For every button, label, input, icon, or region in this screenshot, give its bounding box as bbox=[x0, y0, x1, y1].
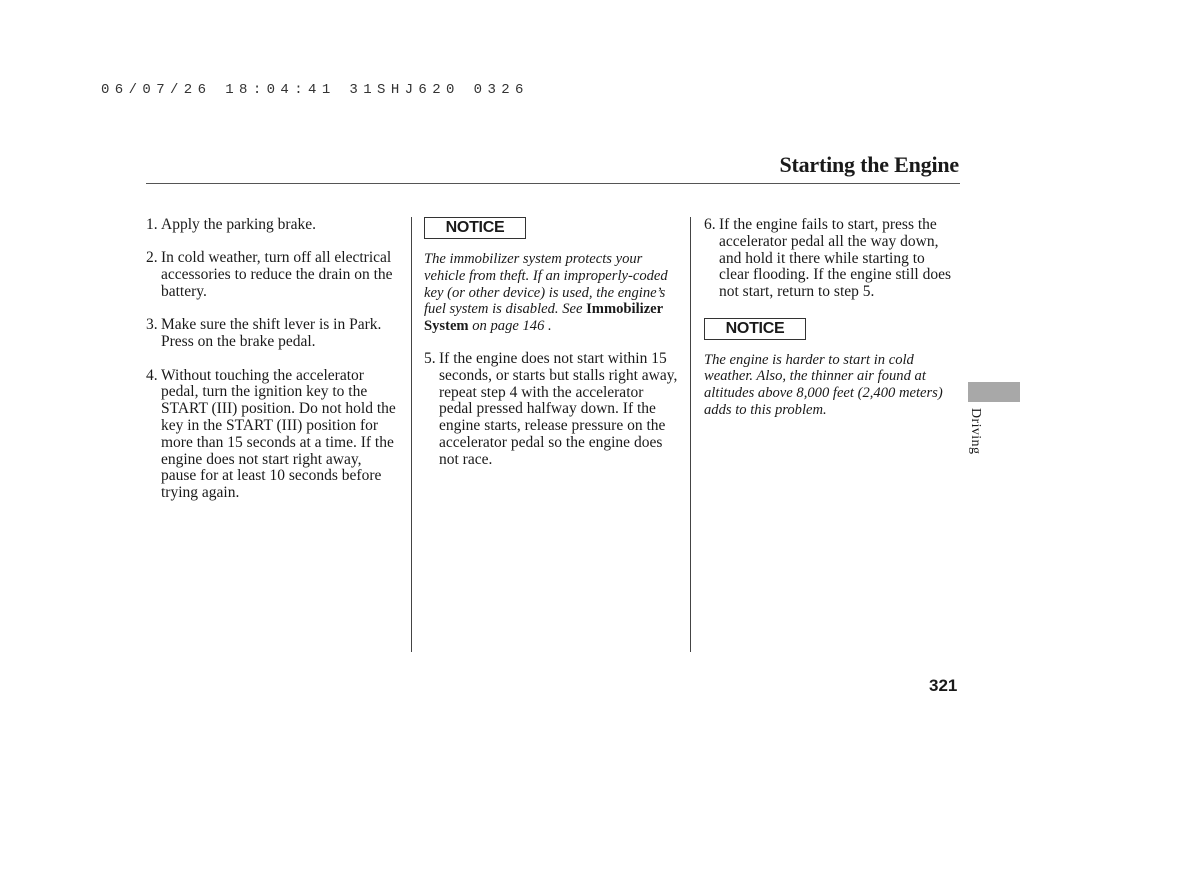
title-rule bbox=[146, 183, 960, 184]
step-4 bbox=[146, 368, 400, 502]
step-text: If the engine does not start within 15 seconds, or starts but stalls right away, repeat step 4 with the accelerator pedal pressed halfway down. If the engine starts, release pressure on the accelerator pedal so the engine does not race. bbox=[439, 349, 678, 468]
notice-text-lead: The immobilizer system protects your vehicle from theft. If an improperly-coded key (or other device) is used, the engine’s fuel system is disabled. See bbox=[424, 251, 668, 318]
step-text: In cold weather, turn off all electrical accessories to reduce the drain on the battery. bbox=[161, 249, 393, 300]
step-number: 6. bbox=[704, 216, 716, 233]
notice-text: The engine is harder to start in cold weather. Also, the thinner air found at altitudes above 8,000 feet (2,400 meters) adds to this problem. bbox=[704, 351, 943, 418]
section-tab bbox=[968, 382, 1020, 402]
column-divider bbox=[690, 217, 691, 652]
notice-text-tail: on page 146 . bbox=[468, 318, 552, 335]
notice-text bbox=[424, 251, 680, 335]
print-stamp: 06/07/26 18:04:41 31SHJ620 0326 bbox=[101, 82, 529, 98]
step-2 bbox=[146, 250, 400, 300]
step-text: Apply the parking brake. bbox=[161, 216, 316, 233]
notice-label: NOTICE bbox=[424, 217, 526, 239]
step-text: Make sure the shift lever is in Park. Press on the brake pedal. bbox=[161, 316, 382, 351]
step-3 bbox=[146, 317, 400, 351]
step-5 bbox=[424, 351, 680, 469]
notice-reference: Immobilizer System bbox=[424, 301, 663, 335]
step-number: 1. bbox=[146, 216, 158, 233]
column-1 bbox=[146, 217, 400, 519]
step-text: Without touching the accelerator pedal, turn the ignition key to the START (III) position. Do not hold the key in the START (III) position for more than 15 seconds at a time. If the engine does not start right away, pause for at least 10 seconds before trying again. bbox=[161, 366, 396, 502]
step-number: 3. bbox=[146, 316, 158, 334]
column-3 bbox=[704, 217, 954, 419]
step-number: 5. bbox=[424, 349, 436, 367]
step-text: If the engine fails to start, press the accelerator pedal all the way down, and hold it there while starting to clear flooding. If the engine still does not start, return to step 5. bbox=[719, 216, 952, 301]
column-2 bbox=[424, 217, 680, 485]
step-6 bbox=[704, 217, 954, 301]
page-number: 321 bbox=[929, 676, 958, 695]
page-title: Starting the Engine bbox=[779, 152, 959, 177]
step-1 bbox=[146, 217, 400, 234]
notice-label: NOTICE bbox=[704, 318, 806, 340]
step-number: 4. bbox=[146, 366, 158, 384]
column-divider bbox=[411, 217, 412, 652]
step-number: 2. bbox=[146, 249, 158, 267]
section-label: Driving bbox=[968, 408, 983, 455]
